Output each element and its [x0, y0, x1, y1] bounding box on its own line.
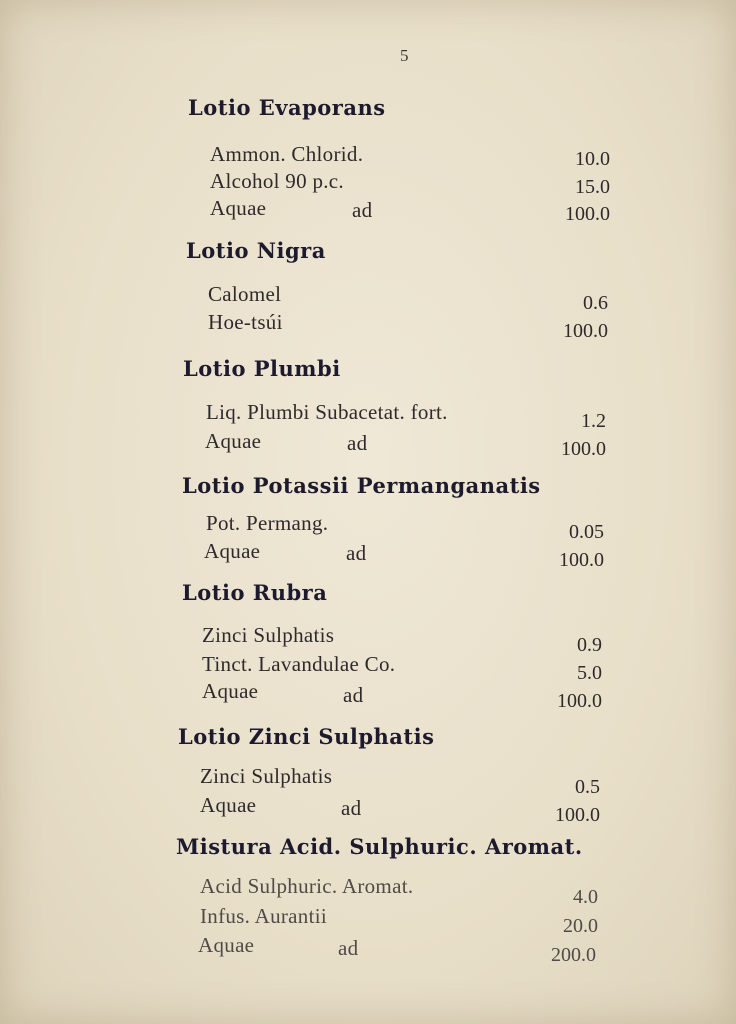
ingredient-amount: 0.9	[577, 634, 602, 656]
recipe-title: Lotio Evaporans	[188, 95, 386, 120]
ingredient-name: Ammon. Chlorid.	[210, 142, 364, 166]
ingredient-name: Aquae	[205, 429, 262, 453]
ingredient-qualifier: ad	[338, 936, 359, 960]
ingredient-name: Acid Sulphuric. Aromat.	[200, 874, 414, 898]
ingredient-amount: 100.0	[565, 203, 610, 225]
ingredient-name: Aquae	[204, 539, 261, 563]
ingredient-name: Infus. Aurantii	[200, 904, 327, 928]
ingredient-name: Aquae	[210, 196, 267, 220]
ingredient-amount: 100.0	[555, 804, 600, 826]
ingredient-amount: 0.6	[583, 292, 608, 314]
ingredient-amount: 0.5	[575, 776, 600, 798]
ingredient-amount: 15.0	[575, 176, 610, 198]
ingredient-name: Alcohol 90 p.c.	[210, 169, 344, 193]
ingredient-name: Zinci Sulphatis	[200, 764, 333, 788]
ingredient-name: Liq. Plumbi Subacetat. fort.	[206, 400, 448, 424]
ingredient-amount: 100.0	[563, 320, 608, 342]
recipe-title: Lotio Zinci Sulphatis	[178, 724, 435, 749]
ingredient-name: Calomel	[208, 282, 282, 306]
ingredient-amount: 200.0	[551, 944, 596, 966]
ingredient-qualifier: ad	[341, 796, 362, 820]
recipe-title: Lotio Plumbi	[183, 356, 341, 381]
ingredient-name: Tinct. Lavandulae Co.	[202, 652, 396, 676]
ingredient-name: Aquae	[200, 793, 257, 817]
ingredient-name: Hoe-tsúi	[208, 310, 283, 334]
ingredient-qualifier: ad	[352, 198, 373, 222]
recipe-title: Lotio Rubra	[182, 580, 328, 605]
ingredient-name: Aquae	[198, 933, 255, 957]
recipe-title: Mistura Acid. Sulphuric. Aromat.	[176, 834, 583, 859]
ingredient-amount: 0.05	[569, 521, 604, 543]
ingredient-qualifier: ad	[347, 431, 368, 455]
ingredient-amount: 4.0	[573, 886, 598, 908]
ingredient-name: Zinci Sulphatis	[202, 623, 335, 647]
recipe-title: Lotio Potassii Permanganatis	[182, 473, 541, 498]
ingredient-qualifier: ad	[343, 683, 364, 707]
ingredient-qualifier: ad	[346, 541, 367, 565]
recipe-title: Lotio Nigra	[186, 238, 326, 263]
ingredient-amount: 100.0	[559, 549, 604, 571]
ingredient-amount: 5.0	[577, 662, 602, 684]
ingredient-name: Pot. Permang.	[206, 511, 329, 535]
page-number: 5	[400, 46, 409, 65]
ingredient-amount: 10.0	[575, 148, 610, 170]
ingredient-amount: 1.2	[581, 410, 606, 432]
ingredient-amount: 100.0	[557, 690, 602, 712]
ingredient-amount: 20.0	[563, 915, 598, 937]
ingredient-amount: 100.0	[561, 438, 606, 460]
ingredient-name: Aquae	[202, 679, 259, 703]
